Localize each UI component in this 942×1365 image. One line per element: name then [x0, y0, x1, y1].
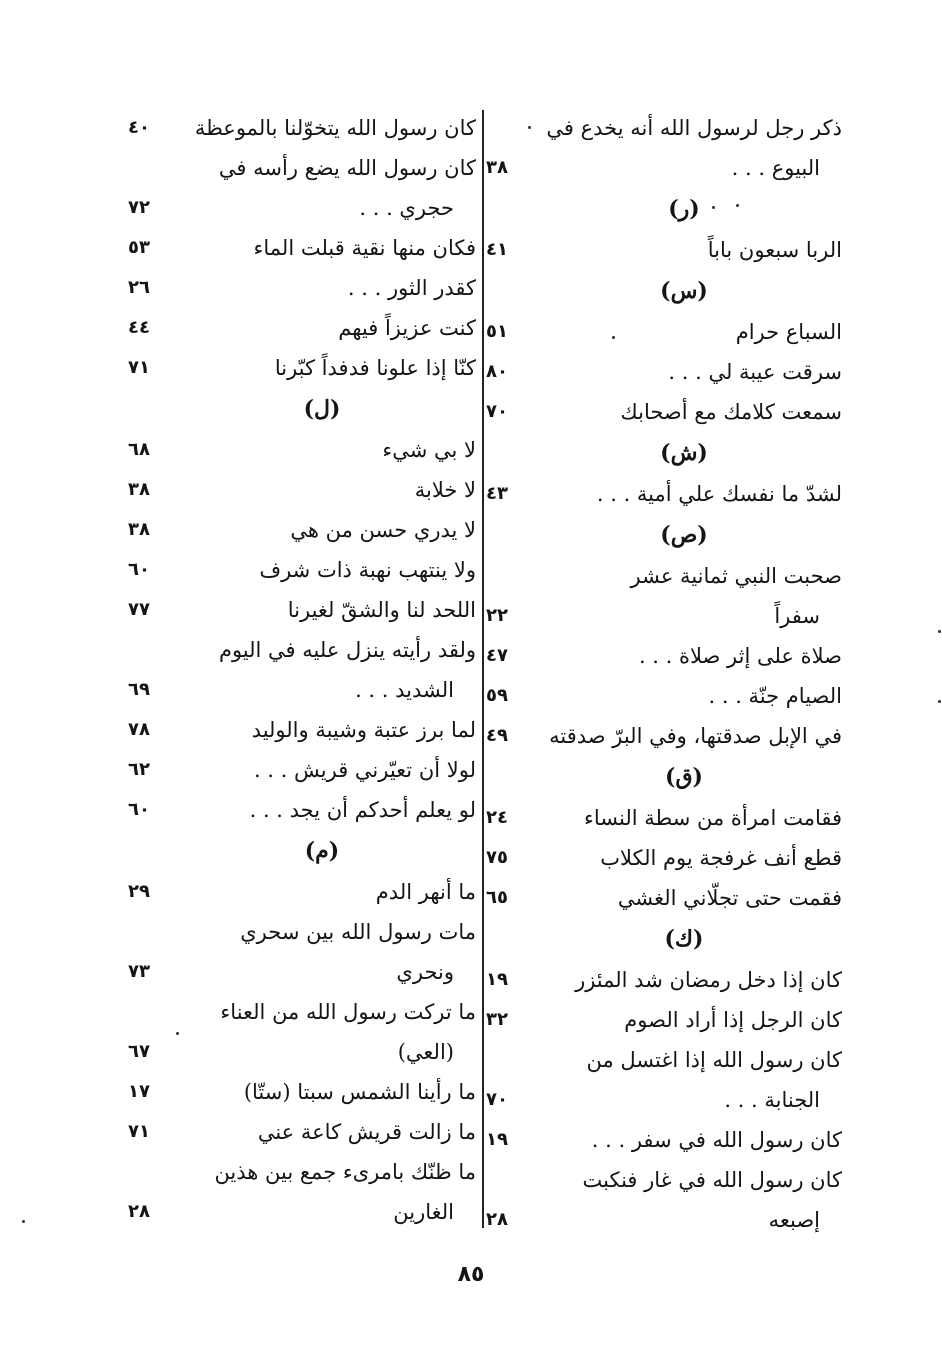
entry-continuation-line: ونحري: [396, 960, 454, 984]
index-entry: [128, 550, 476, 590]
index-entry: [486, 1000, 842, 1040]
entry-line: لما برز عتبة وشيبة والوليد: [251, 718, 476, 742]
entry-line: كان رسول الله إذا اغتسل من: [586, 1048, 842, 1072]
entry-page-number: ٦٧: [128, 1041, 150, 1062]
entry-text: [188, 710, 476, 750]
letter-section-heading: (ل): [303, 396, 341, 422]
index-entry: [128, 912, 476, 992]
entry-page-number: ٧٣: [128, 961, 150, 982]
index-entry: [128, 348, 476, 388]
entry-text: [188, 750, 476, 790]
entry-text: [546, 1120, 842, 1160]
entry-line: ما زالت قريش كاعة عني: [257, 1120, 476, 1144]
index-entry: [128, 710, 476, 750]
entry-line: كنّا إذا علونا فدفداً كبّرنا: [274, 356, 476, 380]
entry-page-number: ٣٨: [128, 519, 150, 540]
index-entry: [128, 1072, 476, 1112]
entry-line: ما أنهر الدم: [375, 880, 476, 904]
entry-text: [546, 676, 842, 716]
index-entry: [128, 430, 476, 470]
scan-speck: [938, 630, 941, 633]
entry-text: [546, 108, 842, 188]
letter-section-heading: (س): [660, 278, 708, 304]
entry-line: لولا أن تعيّرني قريش . . .: [253, 758, 476, 782]
index-entry: [128, 1152, 476, 1232]
index-entry: [486, 392, 842, 432]
index-entry: [128, 630, 476, 710]
entry-page-number: ٢٩: [128, 881, 150, 902]
index-entry: [486, 1120, 842, 1160]
index-entry: [128, 590, 476, 630]
entry-page-number: ٥٣: [128, 237, 150, 258]
letter-section-heading: (م): [304, 838, 340, 864]
entry-line: فكان منها نقية قبلت الماء: [253, 236, 476, 260]
entry-page-number: ٥١: [486, 321, 508, 342]
entry-line: كان رسول الله في غار فنكبت: [582, 1168, 842, 1192]
entry-text: [546, 878, 842, 918]
index-entry: [128, 268, 476, 308]
entry-page-number: ٣٢: [486, 1009, 508, 1030]
entry-text: [188, 912, 476, 992]
entry-line: قطع أنف غرفجة يوم الكلاب: [600, 846, 842, 870]
scan-speck: [736, 204, 739, 207]
index-entry: [486, 676, 842, 716]
index-entry: [128, 790, 476, 830]
entry-text: [188, 228, 476, 268]
entry-line: مات رسول الله بين سحري: [240, 920, 476, 944]
entry-line: لا يدري حسن من هي: [290, 518, 476, 542]
entry-line: ولا ينتهب نهبة ذات شرف: [259, 558, 476, 582]
entry-text: [188, 1112, 476, 1152]
entry-text: [546, 636, 842, 676]
entry-continuation-line: البيوع . . .: [731, 156, 820, 180]
entry-text: [546, 392, 842, 432]
entry-page-number: ٦٠: [128, 799, 150, 820]
index-column-left: [128, 108, 476, 1232]
entry-text: [546, 798, 842, 838]
entry-page-number: ٣٨: [486, 157, 508, 178]
entry-page-number: ٦٥: [486, 887, 508, 908]
entry-line: كان رسول الله يتخوّلنا بالموعظة: [194, 116, 476, 140]
letter-section-heading: (ك): [664, 926, 704, 952]
index-entry: [128, 308, 476, 348]
index-entry: [128, 148, 476, 228]
scan-speck: [176, 1032, 179, 1035]
index-entry: [486, 556, 842, 636]
index-entry: [128, 510, 476, 550]
entry-page-number: ٦٩: [128, 679, 150, 700]
scan-speck: [528, 126, 531, 129]
index-entry: [486, 312, 842, 352]
entry-page-number: ٢٦: [128, 277, 150, 298]
entry-text: [188, 992, 476, 1072]
entry-text: [546, 312, 842, 352]
entry-page-number: ٢٢: [486, 605, 508, 626]
entry-text: [546, 716, 842, 756]
entry-continuation-line: حجري . . .: [359, 196, 454, 220]
entry-line: كان رسول الله في سفر . . .: [591, 1128, 842, 1152]
entry-line: سرقت عيبة لي . . .: [668, 360, 842, 384]
entry-continuation-line: الجنابة . . .: [724, 1088, 820, 1112]
entry-continuation-line: إصبعه: [768, 1208, 820, 1232]
entry-text: [546, 474, 842, 514]
column-divider: [482, 110, 484, 1228]
entry-line: كان إذا دخل رمضان شد المئزر: [575, 968, 842, 992]
entry-page-number: ٢٤: [486, 807, 508, 828]
entry-line: الربا سبعون باباً: [707, 238, 842, 262]
page-number: ٨٥: [457, 1262, 485, 1287]
entry-page-number: ٤٣: [486, 483, 508, 504]
entry-page-number: ٧٠: [486, 1089, 508, 1110]
index-entry: [486, 798, 842, 838]
index-entry: [128, 750, 476, 790]
entry-text: [188, 590, 476, 630]
entry-line: ما تركت رسول الله من العناء: [220, 1000, 476, 1024]
entry-text: [546, 1000, 842, 1040]
entry-page-number: ٦٨: [128, 439, 150, 460]
entry-page-number: ٤٤: [128, 317, 150, 338]
entry-text: [546, 230, 842, 270]
entry-continuation-line: الشديد . . .: [355, 678, 454, 702]
entry-page-number: ٦٠: [128, 559, 150, 580]
index-entry: [486, 1040, 842, 1120]
index-entry: [486, 108, 842, 188]
index-entry: [486, 1160, 842, 1240]
scan-speck: [22, 1220, 25, 1223]
entry-line: كان رسول الله يضع رأسه في: [218, 156, 476, 180]
entry-continuation-line: سفراً: [774, 604, 820, 628]
index-entry: [128, 1112, 476, 1152]
entry-line: لا بي شيء: [382, 438, 476, 462]
entry-page-number: ٤٧: [486, 645, 508, 666]
entry-line: ذكر رجل لرسول الله أنه يخدع في: [546, 116, 842, 140]
entry-page-number: ٥٩: [486, 685, 508, 706]
entry-line: صلاة على إثر صلاة . . .: [638, 644, 842, 668]
entry-text: [188, 148, 476, 228]
entry-text: [546, 1160, 842, 1240]
entry-text: [546, 1040, 842, 1120]
entry-page-number: ٢٨: [486, 1209, 508, 1230]
index-entry: [486, 878, 842, 918]
index-entry: [128, 470, 476, 510]
index-entry: [486, 230, 842, 270]
entry-page-number: ٧٠: [486, 401, 508, 422]
entry-text: [188, 790, 476, 830]
entry-line: السباع حرام: [735, 320, 842, 344]
entry-line: فقمت حتى تجلّاني الغشي: [617, 886, 842, 910]
entry-line: كان الرجل إذا أراد الصوم: [624, 1008, 842, 1032]
entry-line: صحبت النبي ثمانية عشر: [630, 564, 842, 588]
entry-page-number: ١٩: [486, 1129, 508, 1150]
index-entry: [486, 474, 842, 514]
entry-line: اللحد لنا والشقّ لغيرنا: [287, 598, 476, 622]
entry-text: [188, 108, 476, 148]
entry-line: فقامت امرأة من سطة النساء: [583, 806, 842, 830]
entry-continuation-line: الغارين: [393, 1200, 454, 1224]
entry-page-number: ٢٨: [128, 1201, 150, 1222]
entry-page-number: ٧١: [128, 357, 150, 378]
entry-page-number: ٤٠: [128, 117, 150, 138]
index-entry: [128, 228, 476, 268]
entry-text: [188, 470, 476, 510]
entry-page-number: ٣٨: [128, 479, 150, 500]
entry-line: ما رأينا الشمس سبتا (ستّا): [243, 1080, 476, 1104]
entry-line: كنت عزيزاً فيهم: [338, 316, 476, 340]
entry-page-number: ١٧: [128, 1081, 150, 1102]
entry-text: [546, 838, 842, 878]
entry-page-number: ١٩: [486, 969, 508, 990]
entry-text: [188, 872, 476, 912]
entry-line: الصيام جنّة . . .: [708, 684, 842, 708]
index-entry: [486, 838, 842, 878]
entry-text: [188, 268, 476, 308]
entry-line: ما ظنّك بامرىء جمع بين هذين: [214, 1160, 476, 1184]
entry-text: [188, 1152, 476, 1232]
entry-page-number: ٧٢: [128, 197, 150, 218]
entry-text: [546, 352, 842, 392]
entry-text: [188, 510, 476, 550]
entry-text: [546, 556, 842, 636]
entry-text: [188, 630, 476, 710]
entry-page-number: ٧٥: [486, 847, 508, 868]
entry-text: [188, 430, 476, 470]
entry-page-number: ٦٢: [128, 759, 150, 780]
index-column-right: [486, 108, 842, 1240]
letter-section-heading: (ش): [660, 440, 708, 466]
entry-line: لو يعلم أحدكم أن يجد . . .: [249, 798, 476, 822]
entry-page-number: ٧٨: [128, 719, 150, 740]
entry-line: لا خلابة: [414, 478, 476, 502]
index-entry: [486, 960, 842, 1000]
entry-text: [546, 960, 842, 1000]
entry-line: لشدّ ما نفسك علي أمية . . .: [596, 482, 842, 506]
entry-page-number: ٧٧: [128, 599, 150, 620]
letter-section-heading: (ر): [668, 196, 700, 222]
entry-line: كقدر الثور . . .: [347, 276, 476, 300]
index-entry: [486, 352, 842, 392]
entry-text: [188, 308, 476, 348]
entry-text: [188, 348, 476, 388]
index-entry: [486, 716, 842, 756]
scan-speck: [712, 206, 715, 209]
index-entry: [128, 872, 476, 912]
entry-line: سمعت كلامك مع أصحابك: [620, 400, 842, 424]
scan-speck: [938, 700, 941, 703]
entry-page-number: ٧١: [128, 1121, 150, 1142]
entry-line: ولقد رأيته ينزل عليه في اليوم: [218, 638, 476, 662]
entry-page-number: ٤١: [486, 239, 508, 260]
index-entry: [128, 108, 476, 148]
letter-section-heading: (ق): [665, 764, 703, 790]
entry-continuation-line: (العي): [397, 1040, 454, 1064]
entry-page-number: ٨٠: [486, 361, 508, 382]
scan-speck: [612, 336, 615, 339]
entry-text: [188, 1072, 476, 1112]
index-entry: [486, 636, 842, 676]
index-entry: [128, 992, 476, 1072]
entry-line: في الإبل صدقتها، وفي البرّ صدقته: [549, 724, 842, 748]
letter-section-heading: (ص): [660, 522, 708, 548]
entry-page-number: ٤٩: [486, 725, 508, 746]
entry-text: [188, 550, 476, 590]
